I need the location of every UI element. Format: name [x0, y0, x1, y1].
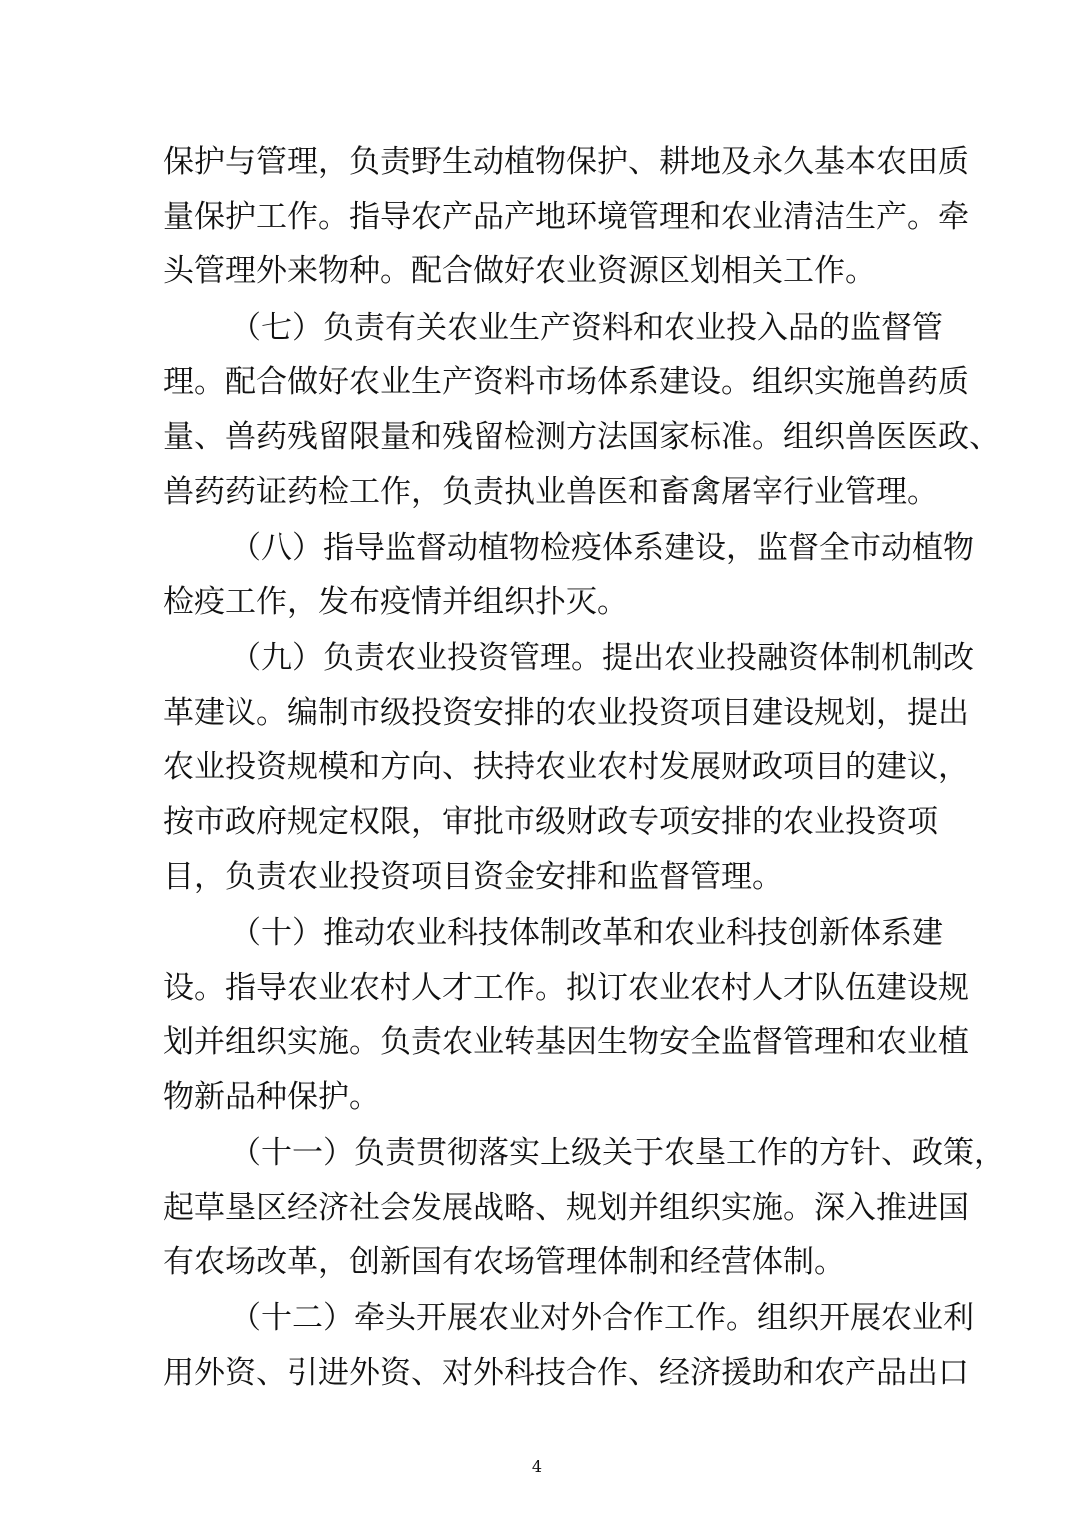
- text-line: 量保护工作。指导农产品产地环境管理和农业清洁生产。牵: [163, 199, 969, 235]
- paragraph-start-line: （八）指导监督动植物检疫体系建设，监督全市动植物: [230, 530, 974, 566]
- paragraph-start-line: （十一）负责贯彻落实上级关于农垦工作的方针、政策，: [230, 1135, 1005, 1171]
- text-line: 量、兽药残留限量和残留检测方法国家标准。组织兽医医政、: [163, 419, 1000, 455]
- text-line: 检疫工作，发布疫情并组织扑灭。: [163, 584, 628, 620]
- text-line: 物新品种保护。: [163, 1079, 380, 1115]
- text-line: 农业投资规模和方向、扶持农业农村发展财政项目的建议，: [163, 749, 969, 785]
- text-line: 兽药药证药检工作，负责执业兽医和畜禽屠宰行业管理。: [163, 474, 938, 510]
- text-line: 设。指导农业农村人才工作。拟订农业农村人才队伍建设规: [163, 970, 969, 1006]
- text-line: 有农场改革，创新国有农场管理体制和经营体制。: [163, 1244, 845, 1280]
- text-line: 划并组织实施。负责农业转基因生物安全监督管理和农业植: [163, 1024, 969, 1060]
- text-line: 保护与管理，负责野生动植物保护、耕地及永久基本农田质: [163, 144, 969, 180]
- paragraph-start-line: （七）负责有关农业生产资料和农业投入品的监督管: [230, 310, 943, 346]
- text-line: 目，负责农业投资项目资金安排和监督管理。: [163, 859, 783, 895]
- text-line: 起草垦区经济社会发展战略、规划并组织实施。深入推进国: [163, 1190, 969, 1226]
- text-line: 革建议。编制市级投资安排的农业投资项目建设规划，提出: [163, 695, 969, 731]
- paragraph-start-line: （十二）牵头开展农业对外合作工作。组织开展农业利: [230, 1300, 974, 1336]
- text-line: 用外资、引进外资、对外科技合作、经济援助和农产品出口: [163, 1355, 969, 1391]
- paragraph-start-line: （九）负责农业投资管理。提出农业投融资体制机制改: [230, 640, 974, 676]
- page-number: 4: [531, 1457, 543, 1476]
- text-line: 理。配合做好农业生产资料市场体系建设。组织实施兽药质: [163, 364, 969, 400]
- text-line: 按市政府规定权限，审批市级财政专项安排的农业投资项: [163, 804, 938, 840]
- paragraph-start-line: （十）推动农业科技体制改革和农业科技创新体系建: [230, 915, 943, 951]
- text-line: 头管理外来物种。配合做好农业资源区划相关工作。: [163, 253, 876, 289]
